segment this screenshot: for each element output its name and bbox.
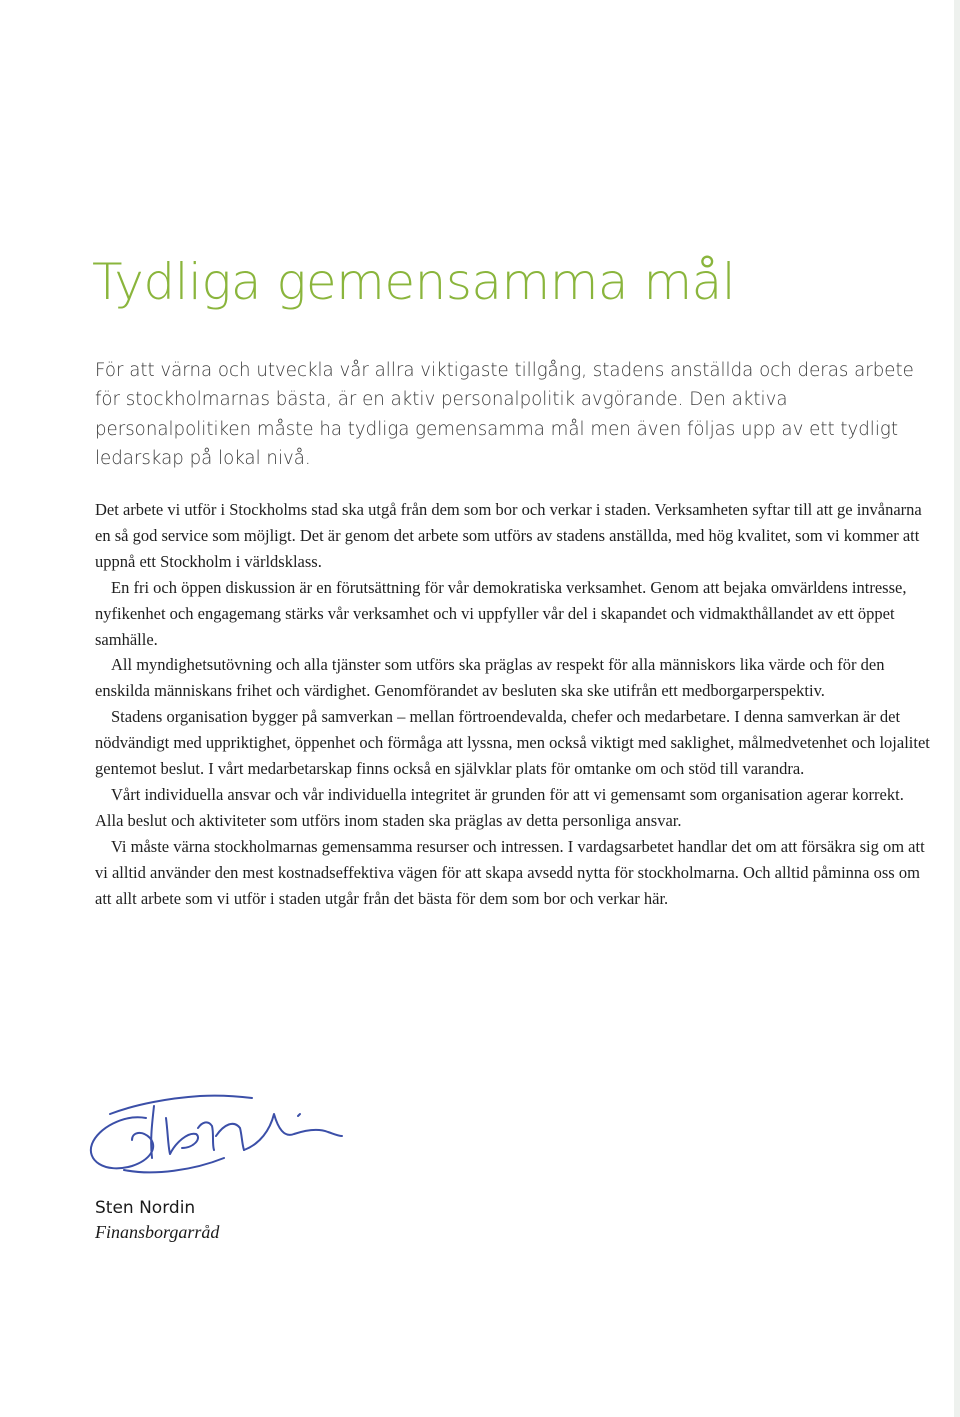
signer-role: Finansborgarråd <box>95 1222 220 1242</box>
body-paragraph: All myndighetsutövning och alla tjänster som utförs ska präglas av respekt för alla människors lika värde och för den enskilda människans frihet och värdighet. Genomförandet av besluten ska ske utifrån ett medborgarperspektiv. <box>95 655 885 701</box>
signer-name: Sten Nordin <box>95 1198 196 1218</box>
body-paragraph: Vårt individuella ansvar och vår individuella integritet är grunden för att vi gemensamt som organisation agerar korrekt. Alla beslut och aktiviteter som utförs inom staden ska präglas av detta personliga ansvar. <box>95 784 904 830</box>
body-paragraph: Vi måste värna stockholmarnas gemensamma resurser och intressen. I vardagsarbetet handlar det om att försäkra sig om att vi alltid använder den mest kostnadseffektiva vägen för att skapa avsedd nytta för stockholmarna. Och alltid påminna oss om att allt arbete som vi utför i staden utgår från det bästa för dem som bor och verkar här. <box>95 836 925 908</box>
body-paragraph: En fri och öppen diskussion är en förutsättning för vår demokratiska verksamhet. Genom att bejaka omvärldens intresse, nyfikenhet och engagemang stärks vår verksamhet och vi uppfyller vår del i skapandet och vidmakthållandet av ett öppet samhälle. <box>95 577 907 649</box>
page-title: Tydliga gemensamma mål <box>92 253 736 311</box>
body-paragraph: Stadens organisation bygger på samverkan – mellan förtroendevalda, chefer och medarbetare. I denna samverkan är det nödvändigt med uppriktighet, öppenhet och förmåga att lyssna, men också viktigt med saklighet, målmedvetenhet och lojalitet gentemot beslut. I vårt medarbetarskap finns också en självklar plats för omtanke om och stöd till varandra. <box>95 707 930 779</box>
body-paragraph: Det arbete vi utför i Stockholms stad ska utgå från dem som bor och verkar i staden. Verksamheten syftar till att ge invånarna en så god service som möjligt. Det är genom det arbete som utförs av stadens anställda, med hög kvalitet, som vi kommer att uppnå ett Stockholm i världsklass. <box>95 500 922 571</box>
signature-icon <box>84 1078 346 1188</box>
body-text <box>95 497 930 912</box>
lead-paragraph: För att värna och utveckla vår allra viktigaste tillgång, stadens anställda och deras arbete för stockholmarnas bästa, är en aktiv personalpolitik avgörande. Den aktiva personalpolitiken måste ha tydliga gemensamma mål men även följas upp av ett tydligt ledarskap på lokal nivå. <box>95 360 914 470</box>
page-edge <box>954 0 960 1417</box>
